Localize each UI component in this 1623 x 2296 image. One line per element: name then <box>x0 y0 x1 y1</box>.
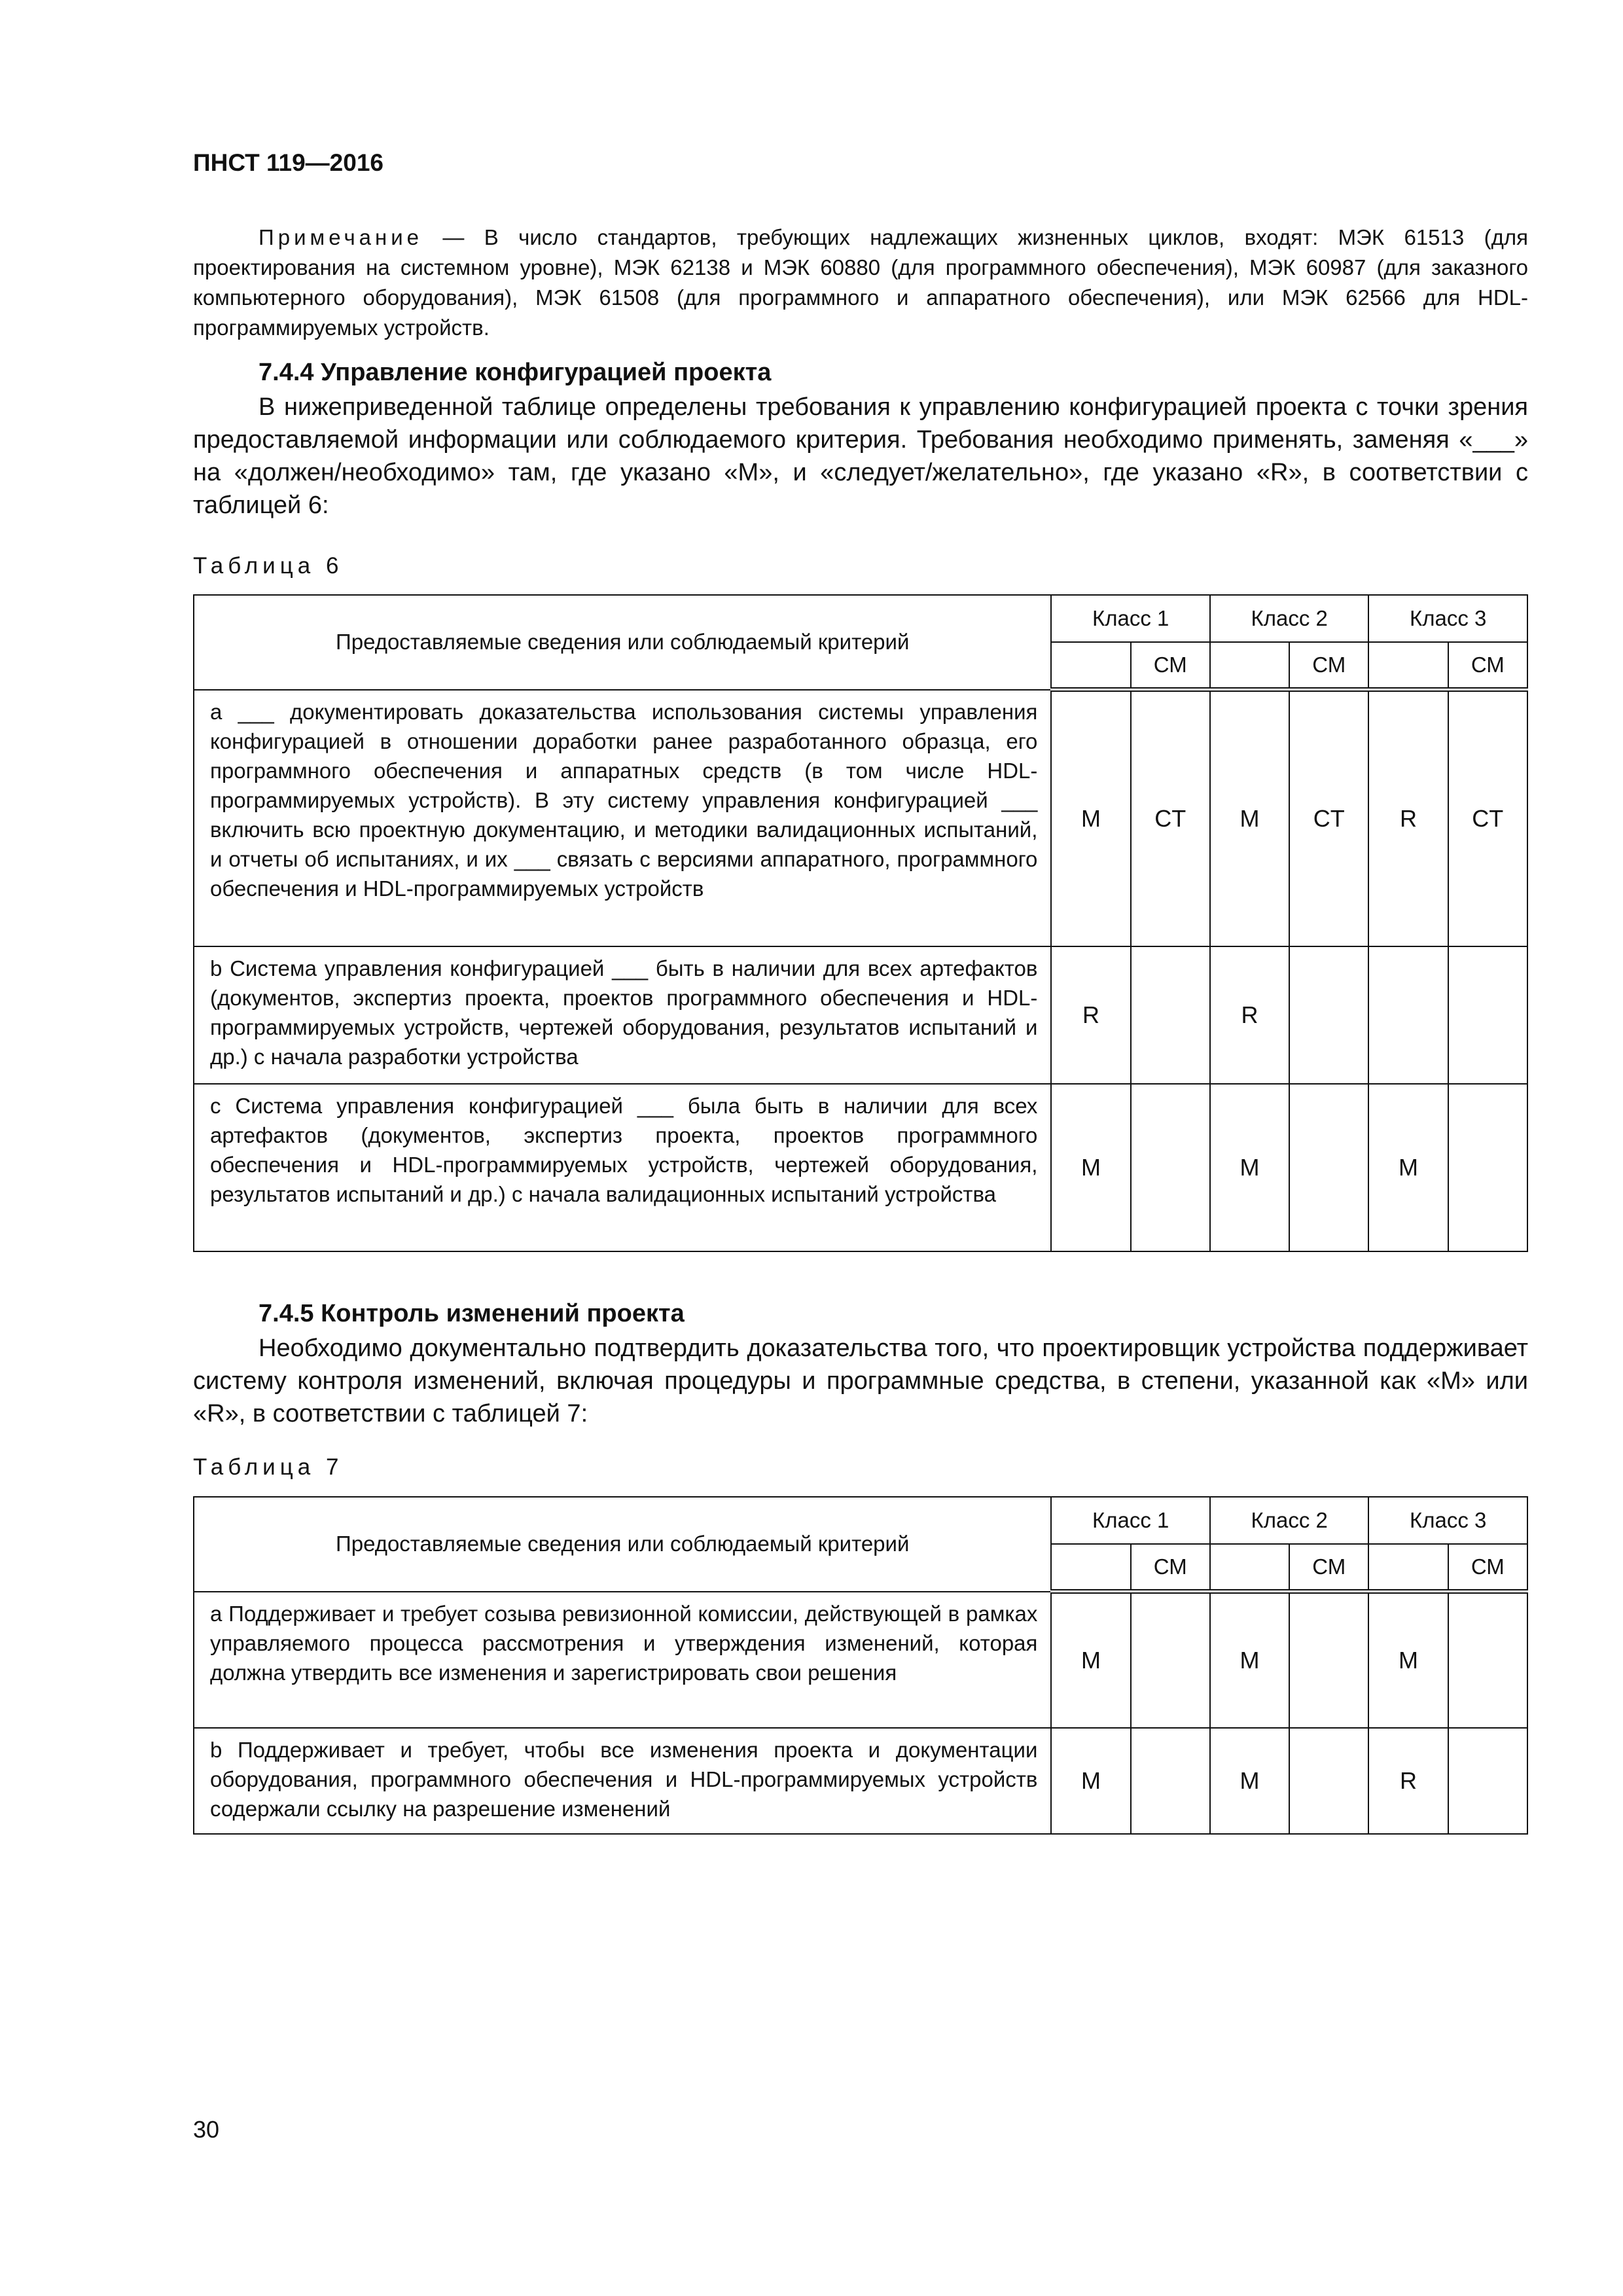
page-number: 30 <box>193 2116 220 2143</box>
table7-criterion-header: Предоставляемые сведения или соблюдаемый критерий <box>194 1497 1051 1592</box>
table7-subheader <box>1051 1544 1130 1592</box>
table-cell-mark <box>1289 946 1368 1084</box>
table7-subheader-cm: СМ <box>1448 1544 1527 1592</box>
table6-subheader-cm: СМ <box>1131 642 1210 690</box>
table-cell-mark: M <box>1051 690 1130 946</box>
table-cell-mark: R <box>1368 1728 1448 1834</box>
note-label: Примечание <box>259 225 423 249</box>
section-744-paragraph: В нижеприведенной таблице определены требования к управлению конфигурацией проекта с точки зрения предоставляемой информации или соблюдаемого критерия. Требования необходимо применять, заменяя «___» на «должен/необходимо» там, где указано «M», и «следует/желательно», где указано «R», в соответствии с таблицей 6: <box>193 393 1528 519</box>
table-cell-mark <box>1131 1084 1210 1251</box>
table-cell-mark <box>1289 1728 1368 1834</box>
table-cell-mark: M <box>1210 1592 1289 1728</box>
table-cell-mark <box>1131 1592 1210 1728</box>
table-cell-mark <box>1448 946 1527 1084</box>
table-cell-mark <box>1289 1592 1368 1728</box>
note-paragraph <box>193 223 1528 343</box>
table-cell-mark: CT <box>1289 690 1368 946</box>
document-id: ПНСТ 119—2016 <box>193 149 383 176</box>
table6-row-b-text: b Система управления конфигурацией ___ быть в наличии для всех артефактов (документов, экспертиз проекта, проектов программного обеспечения и HDL-программируемых устройств, чертежей оборудования, результатов испытаний и др.) с начала разработки устройства <box>194 946 1051 1084</box>
table7-class2-header: Класс 2 <box>1210 1497 1369 1544</box>
table-cell-mark <box>1131 1728 1210 1834</box>
table-cell-mark <box>1368 946 1448 1084</box>
table6-subheader <box>1210 642 1289 690</box>
table7-caption: Таблица 7 <box>193 1454 344 1480</box>
table-cell-mark <box>1448 1728 1527 1834</box>
table-cell-mark: R <box>1051 946 1130 1084</box>
table-6 <box>193 594 1528 1252</box>
table-cell-mark: M <box>1210 690 1289 946</box>
table-row <box>194 1084 1527 1251</box>
table-cell-mark: M <box>1210 1728 1289 1834</box>
table-cell-mark <box>1448 1084 1527 1251</box>
table6-caption: Таблица 6 <box>193 553 344 579</box>
table-cell-mark: R <box>1368 690 1448 946</box>
table6-class1-header: Класс 1 <box>1051 595 1210 642</box>
table-row <box>194 946 1527 1084</box>
table-cell-mark: CT <box>1131 690 1210 946</box>
table6-row-a-text: а ___ документировать доказательства использования системы управления конфигурацией в отношении доработки ранее разработанного образца, его программного обеспечения и аппаратных средств (в том числе HDL-программируемых устройств). В эту систему управления конфигурацией ___ включить всю проектную документацию, и методики валидационных испытаний, и отчеты об испытаниях, и их ___ связать с версиями аппаратного, программного обеспечения и HDL-программируемых устройств <box>194 690 1051 946</box>
table-cell-mark <box>1289 1084 1368 1251</box>
section-745-paragraph: Необходимо документально подтвердить доказательства того, что проектировщик устройства поддерживает систему контроля изменений, включая процедуры и программные средства, в степени, указанной как «M» или «R», в соответствии с таблицей 7: <box>193 1335 1528 1427</box>
table-cell-mark: M <box>1368 1084 1448 1251</box>
table-cell-mark: M <box>1051 1592 1130 1728</box>
table6-subheader <box>1368 642 1448 690</box>
table-row <box>194 690 1527 946</box>
table-cell-mark: CT <box>1448 690 1527 946</box>
section-744-heading: 7.4.4 Управление конфигурацией проекта <box>259 359 772 386</box>
table7-subheader <box>1210 1544 1289 1592</box>
table-cell-mark <box>1131 946 1210 1084</box>
table6-subheader-cm: СМ <box>1448 642 1527 690</box>
table7-subheader-cm: СМ <box>1289 1544 1368 1592</box>
table6-class3-header: Класс 3 <box>1368 595 1527 642</box>
table7-row-b-text: b Поддерживает и требует, чтобы все изменения проекта и документации оборудования, программного обеспечения и HDL-программируемых устройств содержали ссылку на разрешение изменений <box>194 1728 1051 1834</box>
table7-subheader-cm: СМ <box>1131 1544 1210 1592</box>
table7-class1-header: Класс 1 <box>1051 1497 1210 1544</box>
table-7 <box>193 1496 1528 1835</box>
table6-row-c-text: с Система управления конфигурацией ___ была быть в наличии для всех артефактов (документов, экспертиз проекта, проектов программного обеспечения и HDL-программируемых устройств, чертежей оборудования, результатов испытаний и др.) с начала валидационных испытаний устройства <box>194 1084 1051 1251</box>
table6-subheader-cm: СМ <box>1289 642 1368 690</box>
table-row <box>194 1592 1527 1728</box>
table-cell-mark: R <box>1210 946 1289 1084</box>
table-cell-mark: M <box>1051 1728 1130 1834</box>
table7-class3-header: Класс 3 <box>1368 1497 1527 1544</box>
table-cell-mark <box>1448 1592 1527 1728</box>
table6-criterion-header: Предоставляемые сведения или соблюдаемый критерий <box>194 595 1051 690</box>
section-745-heading: 7.4.5 Контроль изменений проекта <box>259 1300 685 1327</box>
table7-row-a-text: а Поддерживает и требует созыва ревизионной комиссии, действующей в рамках управляемого процесса рассмотрения и утверждения изменений, которая должна утвердить все изменения и зарегистрировать свои решения <box>194 1592 1051 1728</box>
table-cell-mark: M <box>1051 1084 1130 1251</box>
table7-subheader <box>1368 1544 1448 1592</box>
table6-class2-header: Класс 2 <box>1210 595 1369 642</box>
note-text: — В число стандартов, требующих надлежащих жизненных циклов, входят: МЭК 61513 (для проектирования на системном уровне), МЭК 62138 и МЭК 60880 (для программного обеспечения), МЭК 60987 (для заказного компьютерного оборудования), МЭК 61508 (для программного и аппаратного обеспечения), или МЭК 62566 для HDL-программируемых устройств. <box>193 225 1528 340</box>
table-cell-mark: M <box>1368 1592 1448 1728</box>
table-cell-mark: M <box>1210 1084 1289 1251</box>
table6-subheader <box>1051 642 1130 690</box>
table-row <box>194 1728 1527 1834</box>
